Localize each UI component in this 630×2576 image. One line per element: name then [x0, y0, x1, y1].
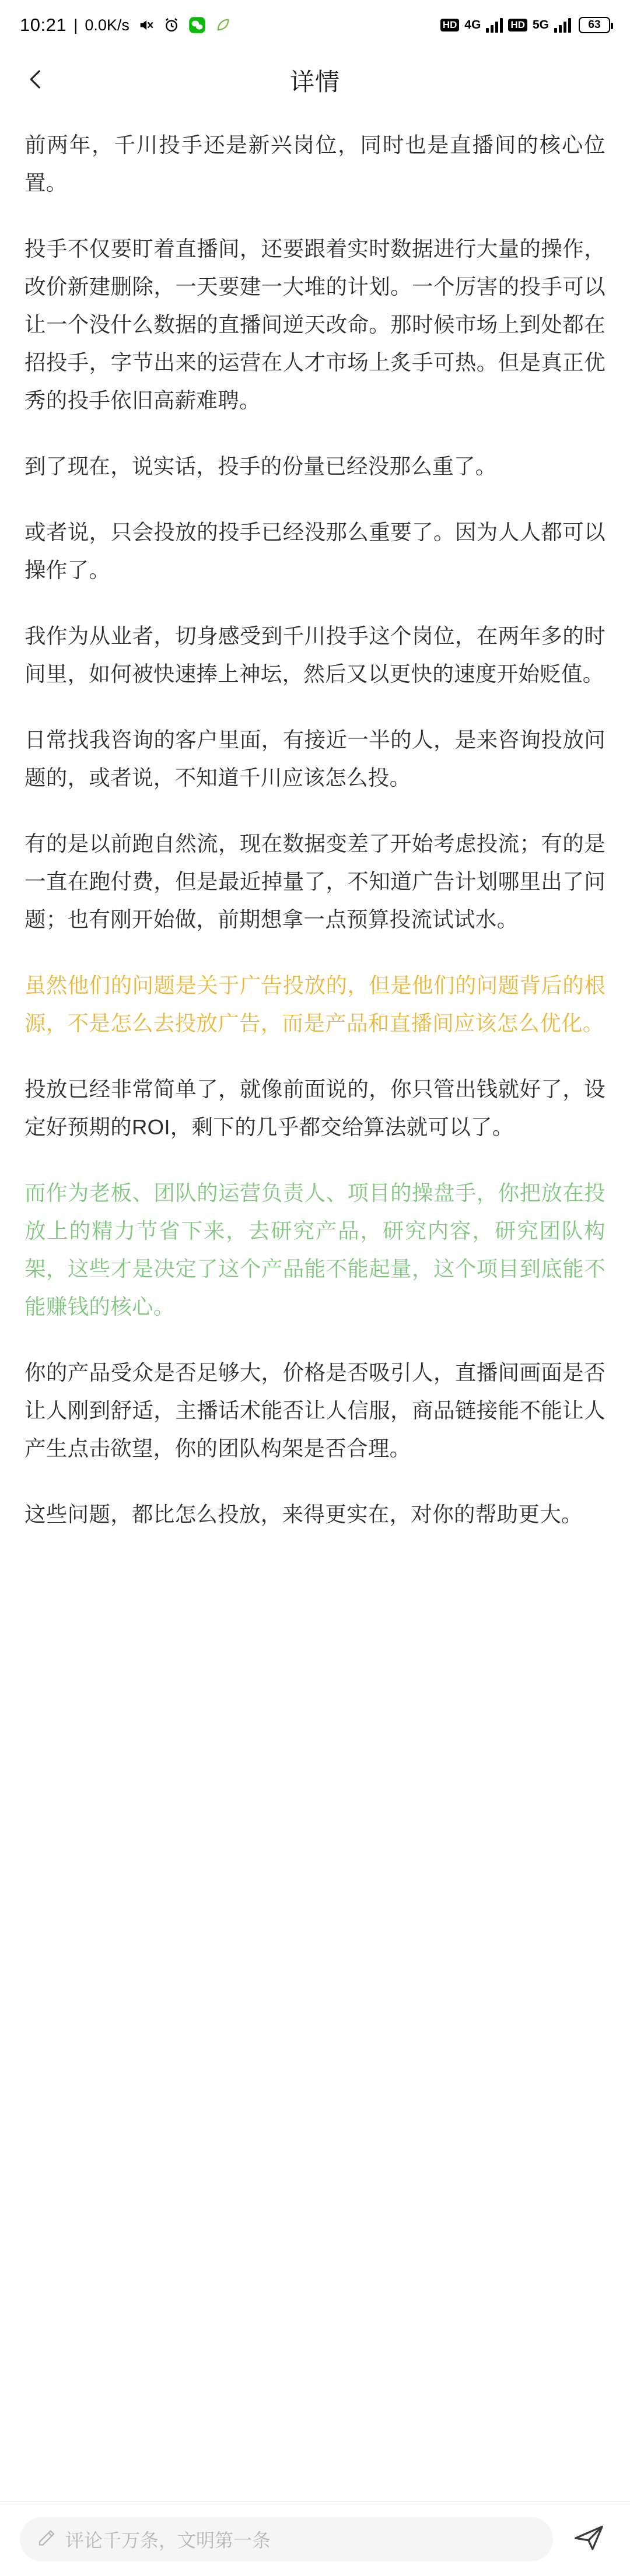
- share-button[interactable]: [568, 2518, 610, 2560]
- network-type-4g: 4G: [464, 18, 481, 31]
- paragraph: 投手不仅要盯着直播间，还要跟着实时数据进行大量的操作，改价新建删除，一天要建一大堆的计划。一个厉害的投手可以让一个没什么数据的直播间逆天改命。那时候市场上到处都在招投手，字节出来的运营在人才市场上炙手可热。但是真正优秀的投手依旧高薪难聘。: [24, 237, 606, 412]
- paragraph: 我作为从业者，切身感受到千川投手这个岗位，在两年多的时间里，如何被快速捧上神坛，然后又以更快的速度开始贬值。: [24, 624, 606, 686]
- hd-badge-2: HD: [508, 19, 527, 31]
- share-icon: [573, 2521, 606, 2557]
- paragraph-highlighted-yellow: 虽然他们的问题是关于广告投放的，但是他们的问题背后的根源，不是怎么去投放广告，而是产品和直播间应该怎么优化。: [24, 973, 606, 1035]
- network-speed-label: 0.0K/s: [85, 16, 130, 34]
- network-type-5g: 5G: [532, 18, 549, 31]
- paragraph: 这些问题，都比怎么投放，来得更实在，对你的帮助更大。: [24, 1502, 583, 1526]
- paragraph: 投放已经非常简单了，就像前面说的，你只管出钱就好了，设定好预期的ROI，剩下的几乎都交给算法就可以了。: [24, 1077, 606, 1139]
- comment-placeholder-text: 评论千万条，文明第一条: [65, 2529, 271, 2551]
- wechat-icon: [188, 16, 206, 34]
- page-title: 详情: [289, 68, 340, 96]
- bottom-action-bar: [0, 2501, 630, 2576]
- clock-time: 10:21: [20, 15, 67, 35]
- status-separator: |: [74, 16, 78, 34]
- signal-bars-2: [554, 17, 571, 33]
- comment-input[interactable]: [20, 2517, 553, 2561]
- battery-indicator: 63: [579, 17, 610, 33]
- paragraph: 有的是以前跑自然流，现在数据变差了开始考虑投流；有的是一直在跑付费，但是最近掉量了，不知道广告计划哪里出了问题；也有刚开始做，前期想拿一点预算投流试试水。: [24, 832, 606, 931]
- nav-bar: [0, 50, 630, 111]
- status-bar-left: [20, 15, 232, 36]
- paragraph: 日常找我咨询的客户里面，有接近一半的人，是来咨询投放问题的，或者说，不知道千川应该怎么投。: [24, 728, 606, 790]
- paragraph: 到了现在，说实话，投手的份量已经没那么重了。: [24, 454, 497, 478]
- pencil-icon: [37, 2528, 56, 2550]
- paragraph-highlighted-green: 而作为老板、团队的运营负责人、项目的操盘手，你把放在投放上的精力节省下来，去研究产品，研究内容，研究团队构架，这些才是决定了这个产品能不能起量，这个项目到底能不能赚钱的核心。: [24, 1181, 606, 1319]
- hd-badge-1: HD: [440, 19, 460, 31]
- leaf-icon: [214, 16, 232, 34]
- paragraph: 前两年，千川投手还是新兴岗位，同时也是直播间的核心位置。: [24, 133, 606, 195]
- status-bar: [0, 0, 630, 50]
- paragraph: 你的产品受众是否足够大，价格是否吸引人，直播间画面是否让人刚到舒适，主播话术能否让人信服，商品链接能不能让人产生点击欲望，你的团队构架是否合理。: [24, 1361, 606, 1460]
- paragraph: 或者说，只会投放的投手已经没那么重要了。因为人人都可以操作了。: [24, 520, 606, 582]
- signal-bars-1: [486, 17, 503, 33]
- alarm-icon: [162, 16, 181, 34]
- status-bar-right: [440, 17, 610, 33]
- article-body: [0, 111, 630, 1533]
- mute-icon: [136, 16, 155, 34]
